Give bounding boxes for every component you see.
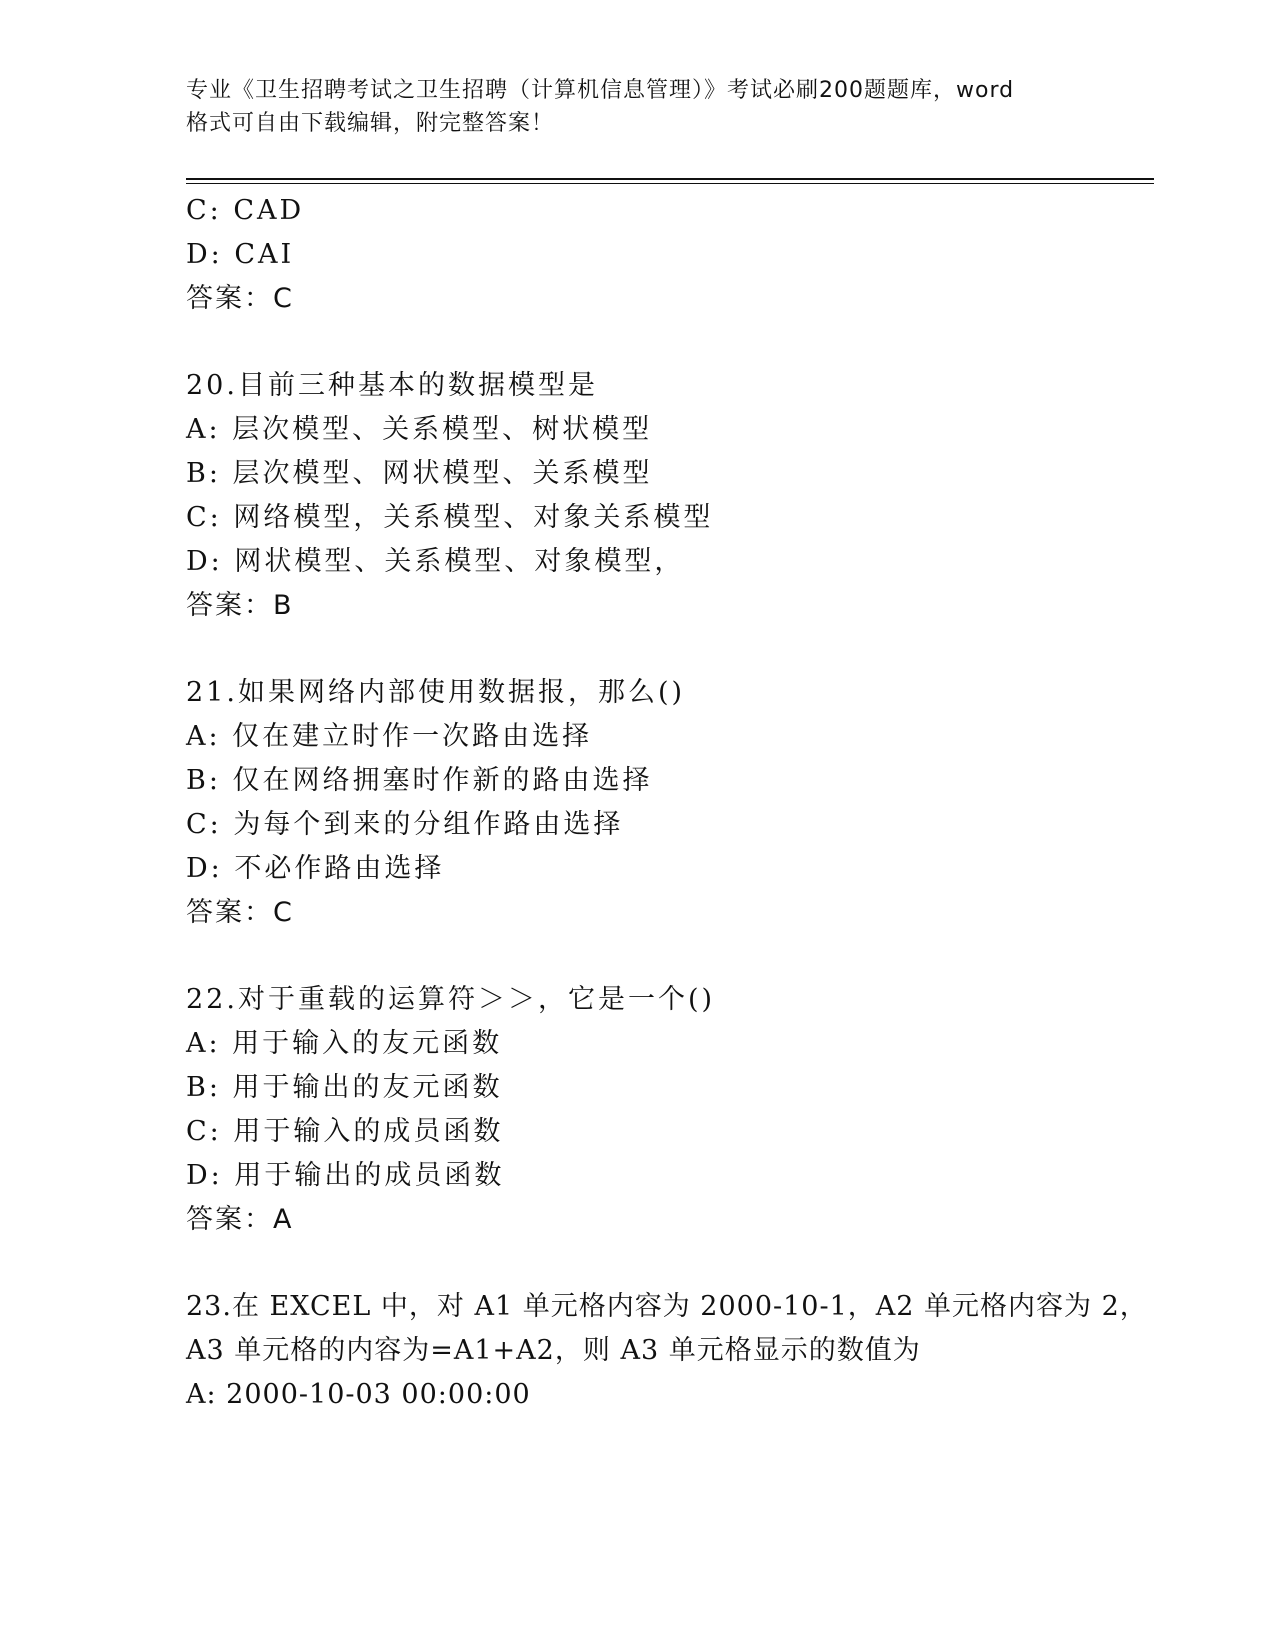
q20-option-c: C: 网络模型，关系模型、对象关系模型 xyxy=(186,502,714,533)
q19-option-d: D: CAI xyxy=(186,239,295,270)
q23-option-a: A: 2000-10-03 00:00:00 xyxy=(186,1379,531,1410)
q19-answer: 答案：C xyxy=(186,283,294,314)
q23-question-line-2: A3 单元格的内容为=A1+A2，则 A3 单元格显示的数值为 xyxy=(186,1335,921,1366)
header-title-line-2: 格式可自由下载编辑，附完整答案！ xyxy=(186,111,555,136)
q19-option-c: C: CAD xyxy=(186,195,305,226)
q20-option-b: B: 层次模型、网状模型、关系模型 xyxy=(186,458,653,489)
q21-option-b: B: 仅在网络拥塞时作新的路由选择 xyxy=(186,765,653,796)
header-title-line-1: 专业《卫生招聘考试之卫生招聘（计算机信息管理）》考试必刷200题题库，word xyxy=(186,78,1015,103)
q22-answer: 答案：A xyxy=(186,1204,294,1235)
q22-question: 22.对于重载的运算符＞＞，它是一个() xyxy=(186,984,716,1015)
header-divider-thin xyxy=(186,183,1154,184)
q21-option-d: D: 不必作路由选择 xyxy=(186,853,445,884)
q20-option-d: D: 网状模型、关系模型、对象模型， xyxy=(186,546,685,577)
q21-question: 21.如果网络内部使用数据报，那么() xyxy=(186,677,686,708)
q22-option-b: B: 用于输出的友元函数 xyxy=(186,1072,503,1103)
q22-option-d: D: 用于输出的成员函数 xyxy=(186,1160,505,1191)
q22-option-c: C: 用于输入的成员函数 xyxy=(186,1116,504,1147)
q23-question-line-1: 23.在 EXCEL 中，对 A1 单元格内容为 2000-10-1，A2 单元格内容为 2， xyxy=(186,1291,1148,1322)
q22-option-a: A: 用于输入的友元函数 xyxy=(186,1028,503,1059)
q21-option-a: A: 仅在建立时作一次路由选择 xyxy=(186,721,593,752)
q21-option-c: C: 为每个到来的分组作路由选择 xyxy=(186,809,624,840)
q21-answer: 答案：C xyxy=(186,897,294,928)
q20-option-a: A: 层次模型、关系模型、树状模型 xyxy=(186,414,653,445)
document-header xyxy=(186,74,1096,140)
q20-question: 20.目前三种基本的数据模型是 xyxy=(186,370,598,401)
q20-answer: 答案：B xyxy=(186,590,294,621)
header-divider-thick xyxy=(186,178,1154,180)
